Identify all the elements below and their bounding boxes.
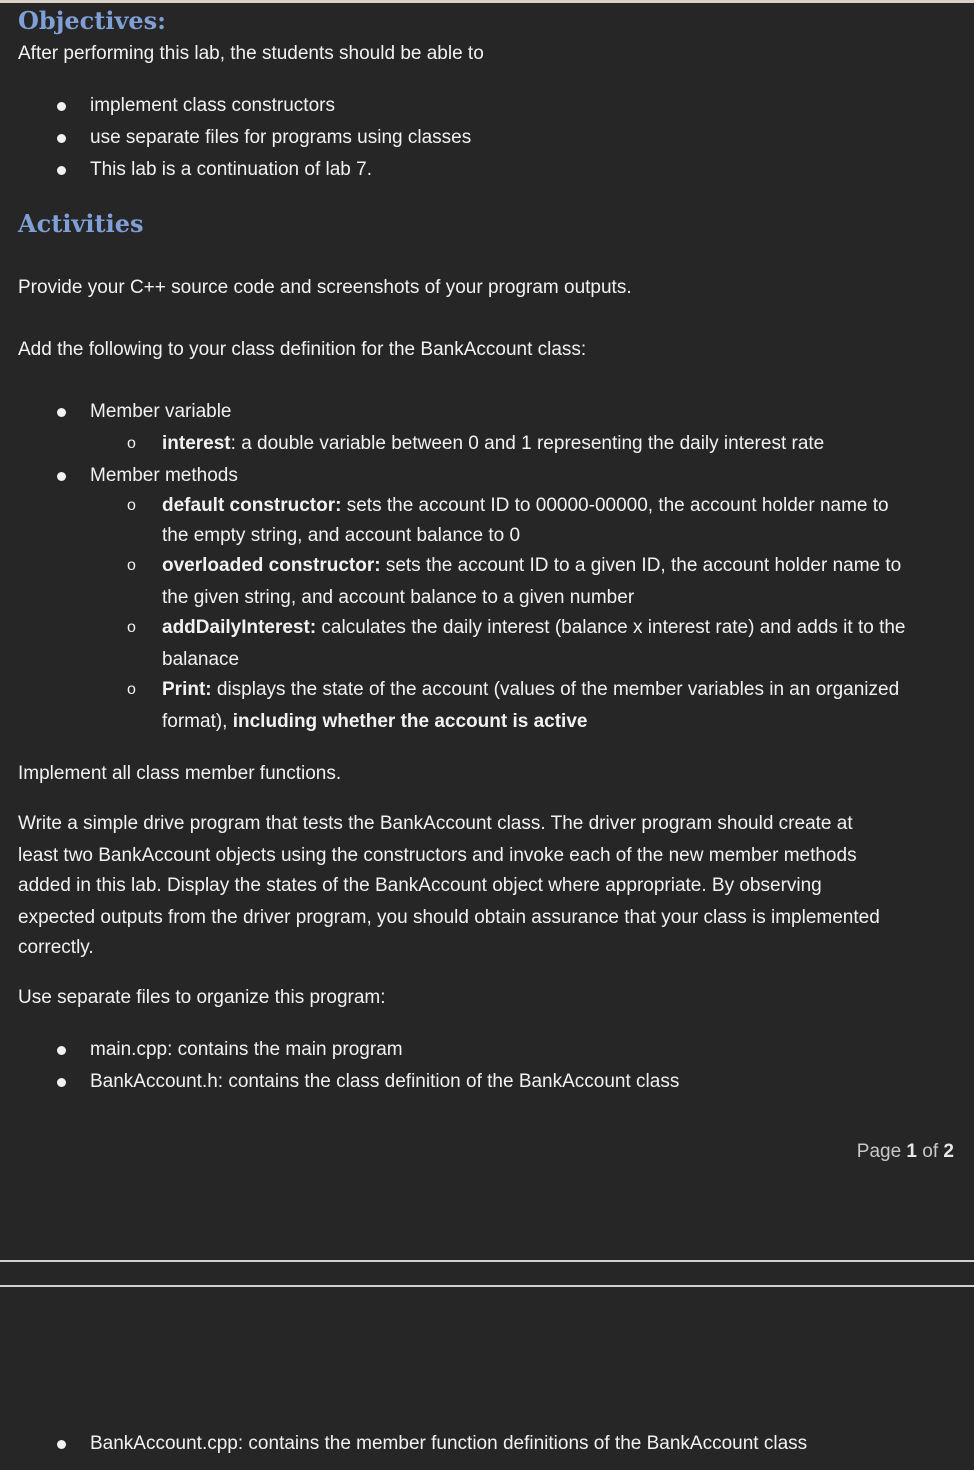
driver-line: least two BankAccount objects using the constructors and invoke each of the new member methods (18, 845, 857, 866)
interest-item: interest: a double variable between 0 and 1 representing the daily interest rate (162, 433, 825, 454)
bullet-icon (57, 1078, 66, 1087)
add-daily-interest-item: addDailyInterest: calculates the daily interest (balance x interest rate) and adds it to the (162, 617, 906, 638)
default-constructor-cont: the empty string, and account balance to 0 (162, 525, 521, 546)
objective-item: use separate files for programs using classes (90, 127, 472, 148)
driver-line: added in this lab. Display the states of the BankAccount object where appropriate. By observing (18, 875, 822, 896)
activities-heading: Activities (18, 209, 144, 238)
bullet-icon (57, 472, 66, 481)
bullet-icon (57, 134, 66, 143)
top-border (0, 0, 974, 3)
circle-bullet-icon: o (127, 681, 136, 698)
separate-files-text: Use separate files to organize this program: (18, 987, 386, 1008)
file-item: main.cpp: contains the main program (90, 1039, 403, 1060)
bullet-icon (57, 102, 66, 111)
default-constructor-item: default constructor: sets the account ID to 00000-00000, the account holder name to (162, 495, 889, 516)
overloaded-constructor-cont: the given string, and account balance to a given number (162, 587, 635, 608)
objectives-heading: Objectives: (18, 6, 167, 35)
circle-bullet-icon: o (127, 619, 136, 636)
add-daily-interest-cont: balanace (162, 649, 240, 670)
driver-line: expected outputs from the driver program, you should obtain assurance that your class is implemented (18, 907, 880, 928)
print-cont: format), including whether the account is active (162, 711, 588, 732)
driver-line: correctly. (18, 937, 94, 958)
bullet-icon (57, 1046, 66, 1055)
objective-item: implement class constructors (90, 95, 335, 116)
overloaded-constructor-item: overloaded constructor: sets the account ID to a given ID, the account holder name to (162, 555, 902, 576)
bullet-icon (57, 408, 66, 417)
bullet-icon (57, 1440, 66, 1449)
file-item: BankAccount.h: contains the class definition of the BankAccount class (90, 1071, 680, 1092)
print-item: Print: displays the state of the account (values of the member variables in an organized (162, 679, 900, 700)
bullet-icon (57, 166, 66, 175)
add-following-text: Add the following to your class definition for the BankAccount class: (18, 339, 587, 360)
provide-text: Provide your C++ source code and screenshots of your program outputs. (18, 277, 632, 298)
page-break-line (0, 1285, 974, 1287)
page-break-line (0, 1260, 974, 1262)
driver-line: Write a simple drive program that tests the BankAccount class. The driver program should create at (18, 813, 853, 834)
objectives-intro: After performing this lab, the students should be able to (18, 43, 484, 64)
member-methods-label: Member methods (90, 465, 238, 486)
file-item: BankAccount.cpp: contains the member function definitions of the BankAccount class (90, 1433, 808, 1454)
objective-item: This lab is a continuation of lab 7. (90, 159, 373, 180)
page-number: Page 1 of 2 (856, 1141, 954, 1162)
implement-text: Implement all class member functions. (18, 763, 342, 784)
circle-bullet-icon: o (127, 435, 136, 452)
circle-bullet-icon: o (127, 497, 136, 514)
circle-bullet-icon: o (127, 557, 136, 574)
member-variable-label: Member variable (90, 401, 232, 422)
